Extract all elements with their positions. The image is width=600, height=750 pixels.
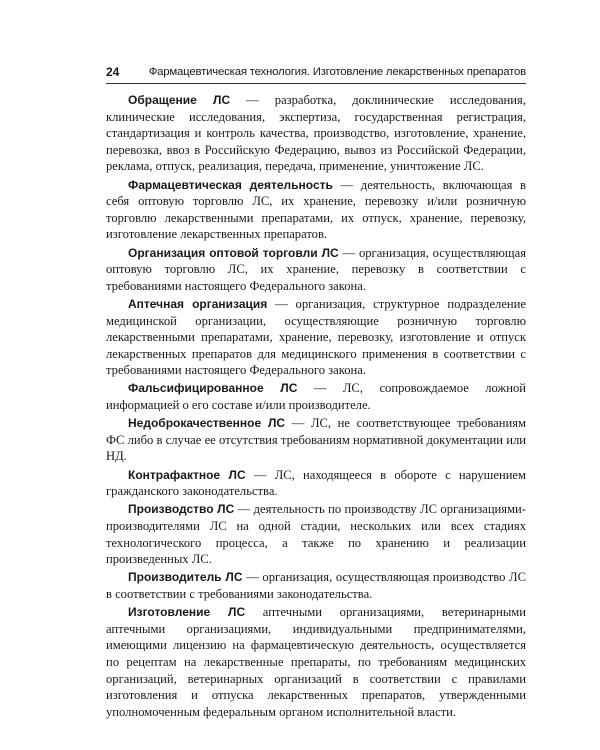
glossary-definition: — организация, осуществляющая оптовую торговлю ЛС, их хранение, перевозку в соответствии с требованиями настоящего Федерального закона. (106, 245, 526, 293)
glossary-entry-proizvoditel (106, 569, 526, 602)
glossary-entry-aptechnaya-organizaciya (106, 296, 526, 379)
glossary-definition: — организация, структурное подразделение медицинской организации, осуществляющие розничную торговлю лекарственными препаратами, хранение, перевозку, изготовление и отпуск лекарственных препаратов для медицинского применения в соответствии с требованиями настоящего Федерального закона. (106, 296, 526, 378)
glossary-term: Контрафактное ЛС (128, 467, 246, 482)
glossary-term: Фармацевтическая деятельность (128, 177, 333, 192)
glossary-entry-nedobrokachestvennoe (106, 415, 526, 465)
glossary-term: Изготовление ЛС (128, 605, 246, 620)
glossary-definition: — ЛС, сопровождаемое ложной информацией о его составе и/или производителе. (106, 381, 526, 413)
glossary-definition: — деятельность по производству ЛС организациями-производителями ЛС на одной стадии, нескольких или всех стадиях технологического процесса, а также по хранению и реализации произведенных ЛС. (106, 502, 526, 567)
glossary-entry-farm-deyatelnost (106, 177, 526, 243)
page-number: 24 (106, 65, 120, 79)
glossary-term: Обращение ЛС (128, 93, 231, 107)
glossary-entry-optovaya-torgovlya (106, 245, 526, 295)
glossary-body (106, 92, 526, 722)
glossary-definition: — деятельность, включающая в себя оптовую торговлю ЛС, их хранение, перевозку и/или розничную торговлю лекарственными препаратами, их отпуск, хранение, перевозку, изготовление лекарственных препаратов. (106, 177, 526, 242)
glossary-entry-izgotovlenie (106, 604, 526, 720)
glossary-entry-obrashchenie (106, 92, 526, 175)
glossary-term: Фальсифицированное ЛС (128, 381, 298, 396)
glossary-entry-falsificirovannoe (106, 380, 526, 413)
glossary-definition: аптечными организациями, ветеринарными аптечными организациями, индивидуальными предпринимателями, имеющими лицензию на фармацевтическую деятельность, осуществляется по рецептам на лекарственные препараты, по требованиям медицинских организаций, ветеринарных организаций в соответствии с правилами изготовления и отпуска лекарственных препаратов, утвержденными уполномоченным федеральным органом исполнительной власти. (106, 605, 526, 719)
glossary-term: Производство ЛС (128, 502, 235, 517)
glossary-entry-proizvodstvo (106, 501, 526, 567)
glossary-entry-kontrafaktnoe (106, 467, 526, 500)
glossary-term: Организация оптовой торговли ЛС (128, 245, 339, 260)
glossary-definition: — ЛС, находящееся в обороте с нарушением гражданского законодательства. (106, 467, 526, 499)
running-title: Фармацевтическая технология. Изготовление лекарственных препаратов (148, 66, 526, 78)
glossary-term: Недоброкачественное ЛС (128, 416, 286, 431)
header-rule (106, 83, 526, 84)
glossary-definition: — разработка, доклинические исследования, клинические исследования, экспертиза, государственная регистрация, стандартизация и контроль качества, производство, изготовление, хранение, перевозка, ввоз в Российскую Федерацию, вывоз из Российской Федерации, реклама, отпуск, реализация, передача, применение, уничтожение ЛС. (106, 93, 526, 174)
glossary-term: Производитель ЛС (128, 570, 243, 585)
running-header (106, 62, 526, 82)
glossary-definition: — ЛС, не соответствующее требованиям ФС либо в случае ее отсутствия требованиям нормативной документации или НД. (106, 416, 526, 464)
glossary-term: Аптечная организация (128, 296, 268, 311)
glossary-definition: — организация, осуществляющая производство ЛС в соответствии с требованиями законодательства. (106, 570, 527, 601)
